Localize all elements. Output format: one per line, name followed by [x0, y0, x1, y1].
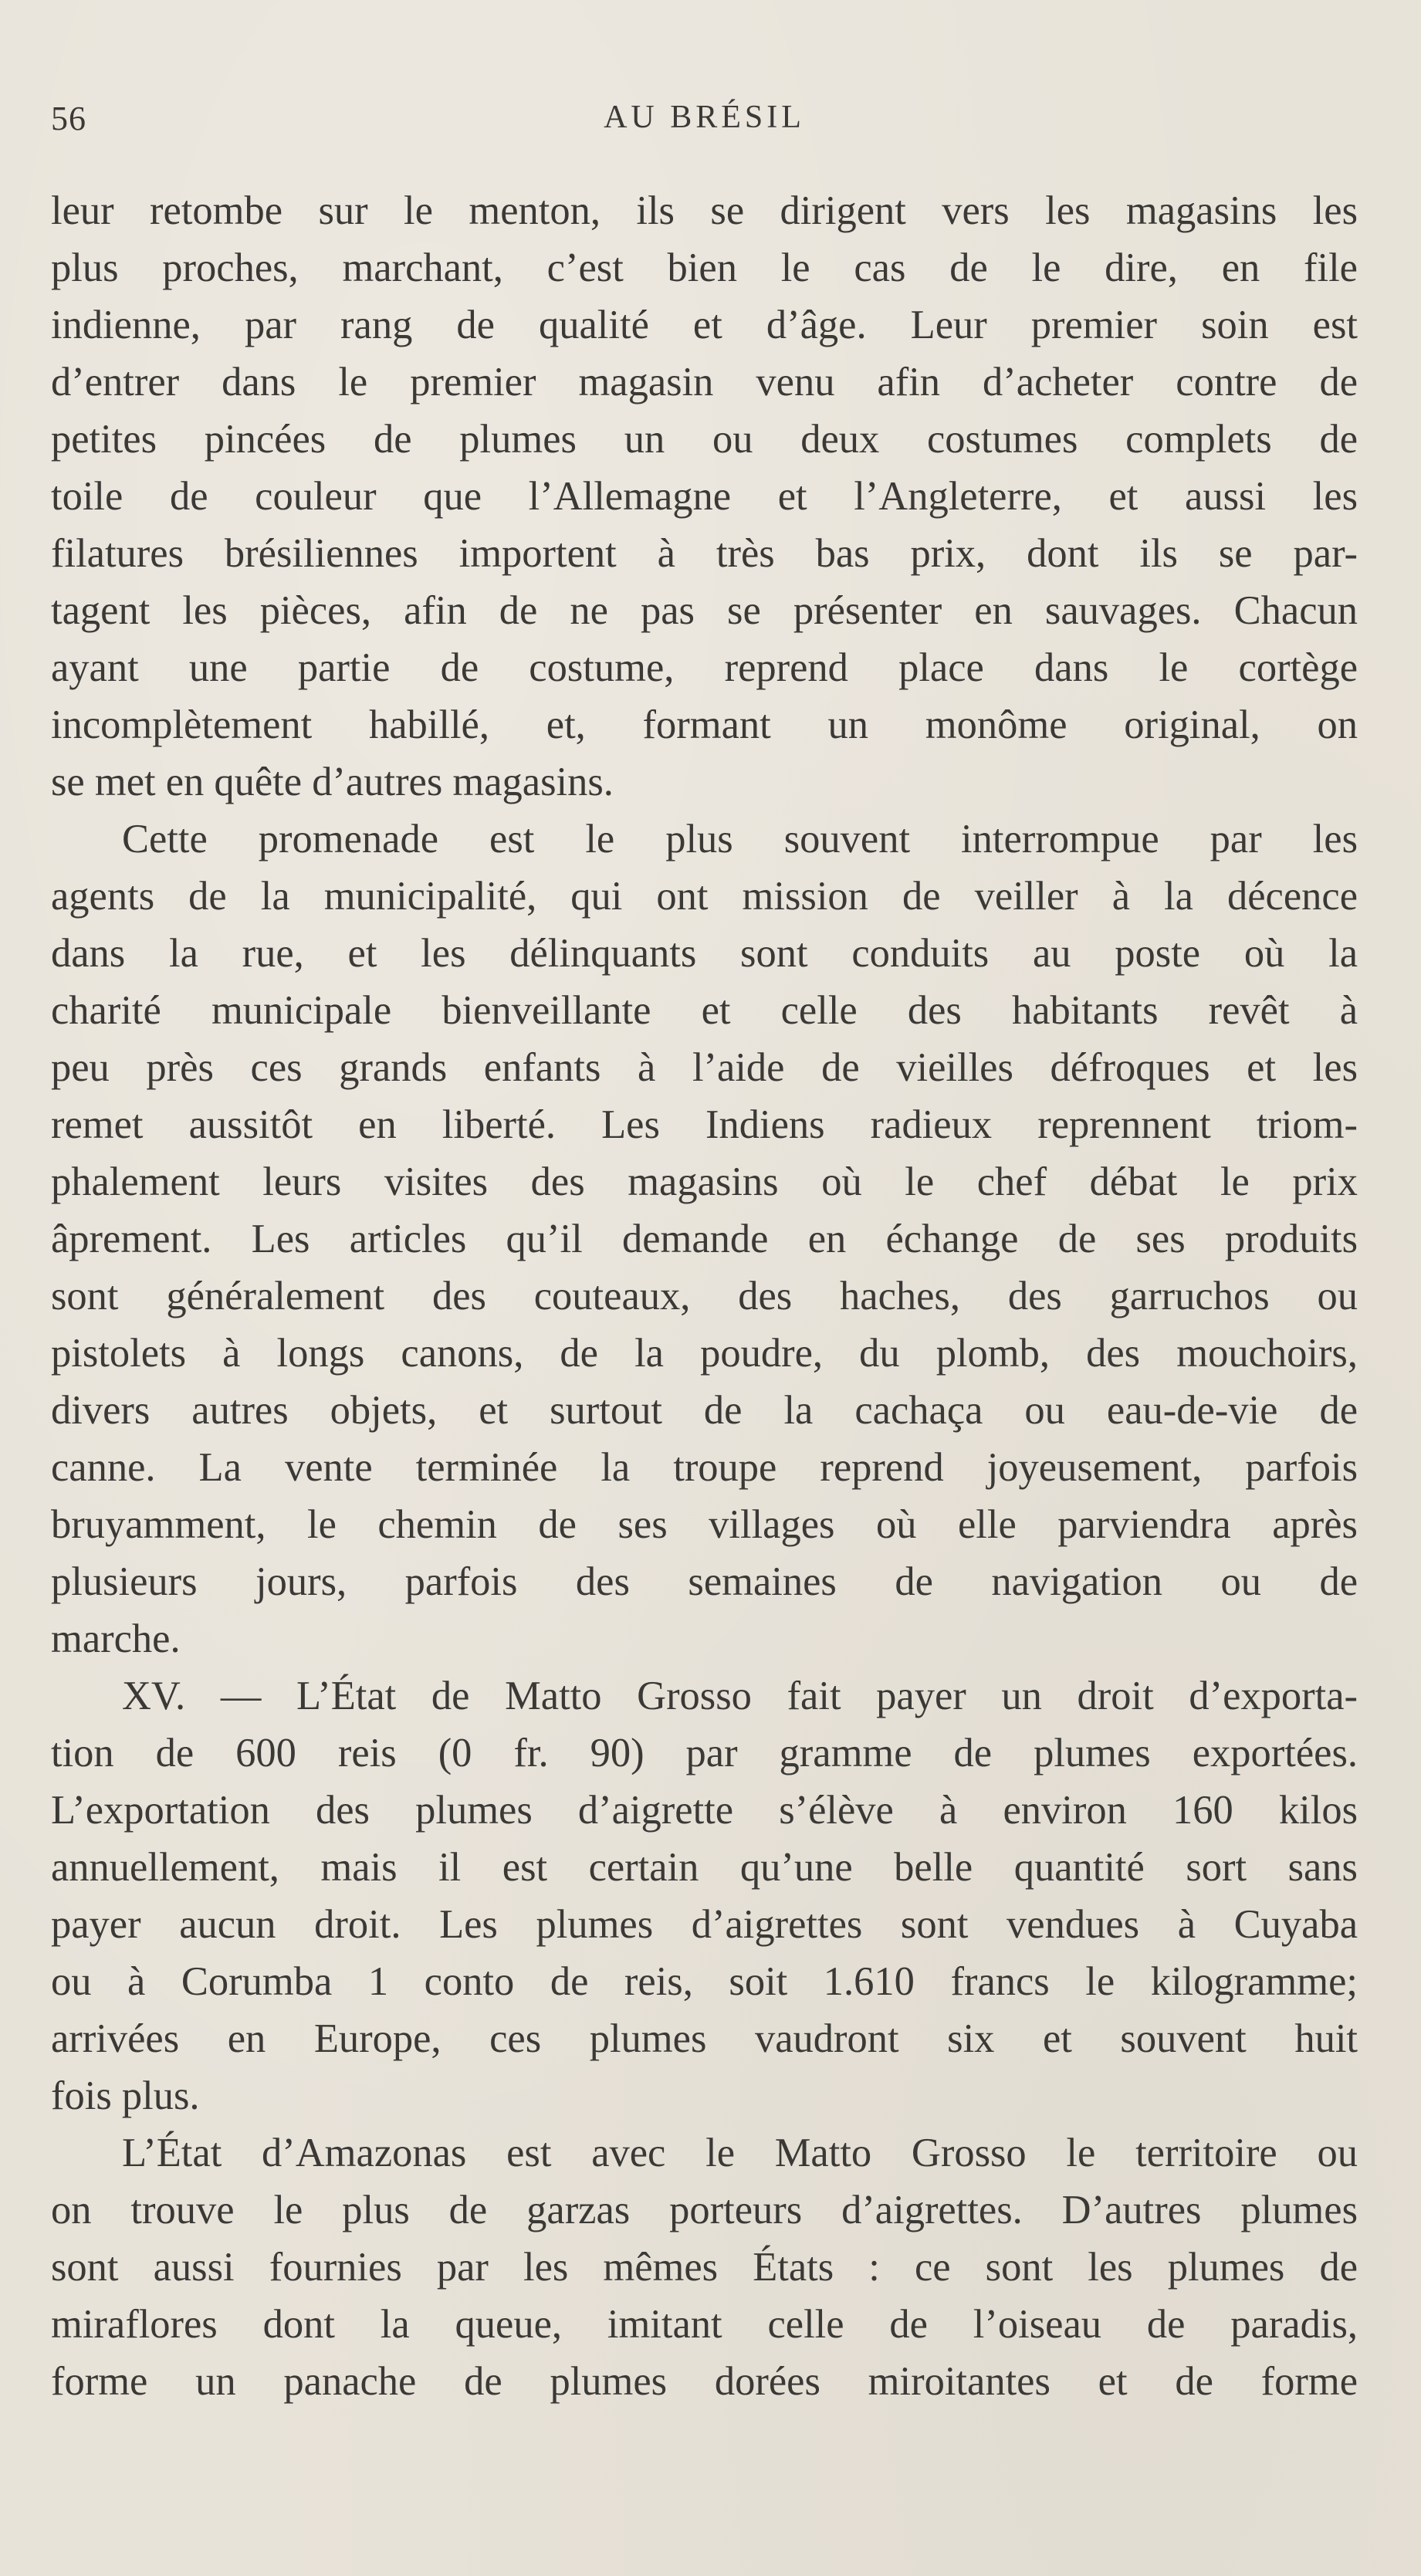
text-line: tion de 600 reis (0 fr. 90) par gramme de plumes exportées. [51, 1731, 1358, 1775]
text-line: Cette promenade est le plus souvent interrompue par les [122, 817, 1358, 861]
text-line: d’entrer dans le premier magasin venu afin d’acheter contre de [51, 360, 1358, 405]
text-line: pistolets à longs canons, de la poudre, du plomb, des mouchoirs, [51, 1331, 1358, 1376]
text-line: L’exportation des plumes d’aigrette s’élève à environ 160 kilos [51, 1788, 1358, 1833]
text-line: peu près ces grands enfants à l’aide de vieilles défroques et les [51, 1045, 1358, 1090]
text-line: miraflores dont la queue, imitant celle de l’oiseau de paradis, [51, 2302, 1358, 2347]
text-line: remet aussitôt en liberté. Les Indiens radieux reprennent triom- [51, 1102, 1358, 1147]
text-line: payer aucun droit. Les plumes d’aigrettes sont vendues à Cuyaba [51, 1902, 1358, 1947]
text-line: se met en quête d’autres magasins. [51, 760, 614, 804]
text-line: plusieurs jours, parfois des semaines de navigation ou de [51, 1559, 1358, 1604]
text-line: forme un panache de plumes dorées miroitantes et de forme [51, 2359, 1358, 2404]
text-line: sont aussi fournies par les mêmes États : ce sont les plumes de [51, 2245, 1358, 2290]
text-line: filatures brésiliennes importent à très bas prix, dont ils se par- [51, 531, 1358, 576]
paragraph-3 [51, 1667, 1358, 2124]
text-line: ayant une partie de costume, reprend place dans le cortège [51, 645, 1358, 690]
paragraph-1 [51, 182, 1358, 811]
text-line: petites pincées de plumes un ou deux costumes complets de [51, 417, 1358, 462]
text-line: ou à Corumba 1 conto de reis, soit 1.610 francs le kilogramme; [51, 1959, 1358, 2004]
text-line: dans la rue, et les délinquants sont conduits au poste où la [51, 931, 1358, 976]
page-header [51, 99, 1358, 145]
text-line: agents de la municipalité, qui ont mission de veiller à la décence [51, 874, 1358, 919]
text-line: indienne, par rang de qualité et d’âge. Leur premier soin est [51, 303, 1358, 347]
text-line: annuellement, mais il est certain qu’une belle quantité sort sans [51, 1845, 1358, 1890]
text-line: canne. La vente terminée la troupe reprend joyeusement, parfois [51, 1445, 1358, 1490]
text-line: plus proches, marchant, c’est bien le cas de le dire, en file [51, 245, 1358, 290]
running-title: AU BRÉSIL [604, 100, 805, 135]
text-line: L’État d’Amazonas est avec le Matto Grosso le territoire ou [122, 2131, 1358, 2175]
text-line: charité municipale bienveillante et celle des habitants revêt à [51, 988, 1358, 1033]
text-line: marche. [51, 1616, 181, 1661]
text-line: leur retombe sur le menton, ils se dirigent vers les magasins les [51, 188, 1358, 233]
page-body [51, 182, 1358, 2410]
text-line: âprement. Les articles qu’il demande en échange de ses produits [51, 1217, 1358, 1261]
text-line: divers autres objets, et surtout de la cachaça ou eau-de-vie de [51, 1388, 1358, 1433]
text-line: fois plus. [51, 2073, 200, 2118]
text-line: sont généralement des couteaux, des haches, des garruchos ou [51, 1274, 1358, 1318]
text-line: on trouve le plus de garzas porteurs d’aigrettes. D’autres plumes [51, 2188, 1358, 2232]
text-line: arrivées en Europe, ces plumes vaudront six et souvent huit [51, 2016, 1358, 2061]
text-line: toile de couleur que l’Allemagne et l’Angleterre, et aussi les [51, 474, 1358, 519]
text-line: XV. — L’État de Matto Grosso fait payer un droit d’exporta- [122, 1674, 1358, 1718]
text-line: incomplètement habillé, et, formant un monôme original, on [51, 702, 1358, 747]
text-line: tagent les pièces, afin de ne pas se présenter en sauvages. Chacun [51, 588, 1358, 633]
paragraph-4 [51, 2124, 1358, 2410]
text-line: bruyamment, le chemin de ses villages où elle parviendra après [51, 1502, 1358, 1547]
paragraph-2 [51, 811, 1358, 1667]
page-number: 56 [51, 100, 86, 137]
text-line: phalement leurs visites des magasins où le chef débat le prix [51, 1159, 1358, 1204]
